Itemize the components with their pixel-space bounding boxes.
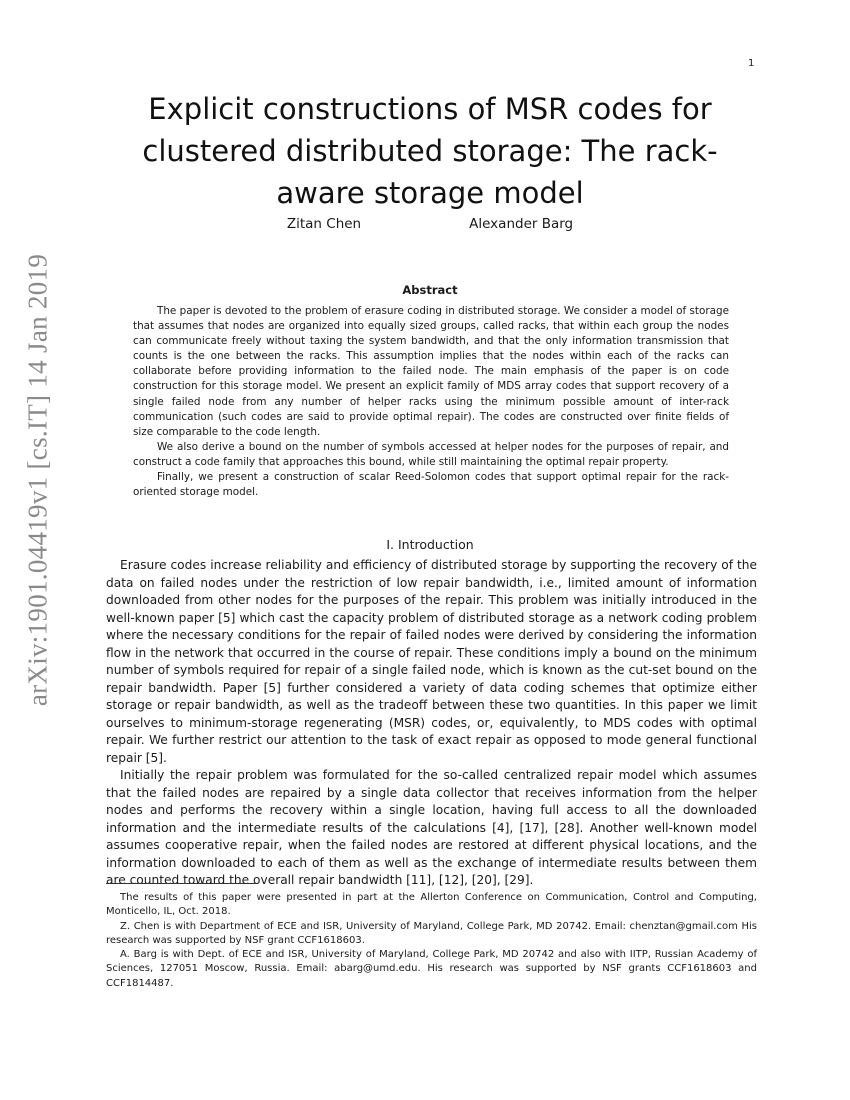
paper-title: Explicit constructions of MSR codes for clustered distributed storage: The rack-aware storage model (142, 92, 718, 210)
body-paragraph: Erasure codes increase reliability and efficiency of distributed storage by supporting the recovery of the data on failed nodes under the restriction of low repair bandwidth, i.e., limited amount of information downloaded from other nodes for the purposes of the repair. This problem was initially introduced in the well-known paper [5] which cast the capacity problem of distributed storage as a network coding problem where the necessary conditions for the repair of failed nodes were derived by considering the information flow in the network that occurred in the course of repair. These conditions imply a bound on the minimum number of symbols required for repair of a single failed node, which is known as the cut-set bound on the repair bandwidth. Paper [5] further considered a variety of data coding schemes that optimize either storage or repair bandwidth, as well as the tradeoff between these two quantities. In this paper we limit ourselves to minimum-storage regenerating (MSR) codes, or, equivalently, to MDS codes with optimal repair. We further restrict our attention to the task of exact repair as opposed to mode general functional repair [5]. (106, 558, 757, 765)
page-number: 1 (748, 58, 755, 69)
abstract-body (133, 304, 729, 500)
author-list (110, 216, 750, 232)
footnote: A. Barg is with Dept. of ECE and ISR, University of Maryland, College Park, MD 20742 and also with IITP, Russian Academy of Sciences, 127051 Moscow, Russia. Email: abarg@umd.edu. His research was supported by NSF grants CCF1618603 and CCF1814487. (106, 949, 757, 989)
footnote-divider (106, 883, 258, 884)
section-body (106, 557, 757, 890)
section-heading: I. Introduction (386, 537, 474, 552)
author-name: Alexander Barg (469, 216, 574, 232)
author-name: Zitan Chen (286, 216, 362, 232)
body-paragraph: Initially the repair problem was formulated for the so-called centralized repair model which assumes that the failed nodes are repaired by a single data collector that receives information from the helper nodes and performs the recovery within a single location, having full access to all the downloaded information and the intermediate results of the calculations [4], [17], [28]. Another well-known model assumes cooperative repair, when the failed nodes are restored at different physical locations, and the information downloaded to each of them as well as the exchange of intermediate results between them are counted toward the overall repair bandwidth [11], [12], [20], [29]. (106, 768, 757, 887)
footnote: Z. Chen is with Department of ECE and ISR, University of Maryland, College Park, MD 20742. Email: chenztan@gmail.com His research was supported by NSF grant CCF1618603. (106, 920, 757, 946)
footnotes (106, 891, 757, 991)
footnote: The results of this paper were presented in part at the Allerton Conference on Communication, Control and Computing, Monticello, IL, Oct. 2018. (106, 892, 757, 918)
abstract-heading: Abstract (402, 283, 458, 297)
abstract-paragraph: We also derive a bound on the number of symbols accessed at helper nodes for the purposes of repair, and construct a code family that approaches this bound, while still maintaining the optimal repair property. (133, 440, 729, 468)
abstract-paragraph: The paper is devoted to the problem of erasure coding in distributed storage. We consider a model of storage that assumes that nodes are organized into equally sized groups, called racks, that within each group the nodes can communicate freely without taxing the system bandwidth, and that the only information transmission that counts is the one between the racks. This assumption implies that the nodes within each of the racks can collaborate before providing information to the failed node. The main emphasis of the paper is on code construction for this storage model. We present an explicit family of MDS array codes that support recovery of a single failed node from any number of helper racks using the minimum possible amount of inter-rack communication (such codes are said to provide optimal repair). The codes are constructed over finite fields of size comparable to the code length. (133, 305, 729, 438)
arxiv-side-stamp: arXiv:1901.04419v1 [cs.IT] 14 Jan 2019 (22, 253, 53, 707)
abstract-paragraph: Finally, we present a construction of scalar Reed-Solomon codes that support optimal repair for the rack-oriented storage model. (133, 471, 729, 499)
